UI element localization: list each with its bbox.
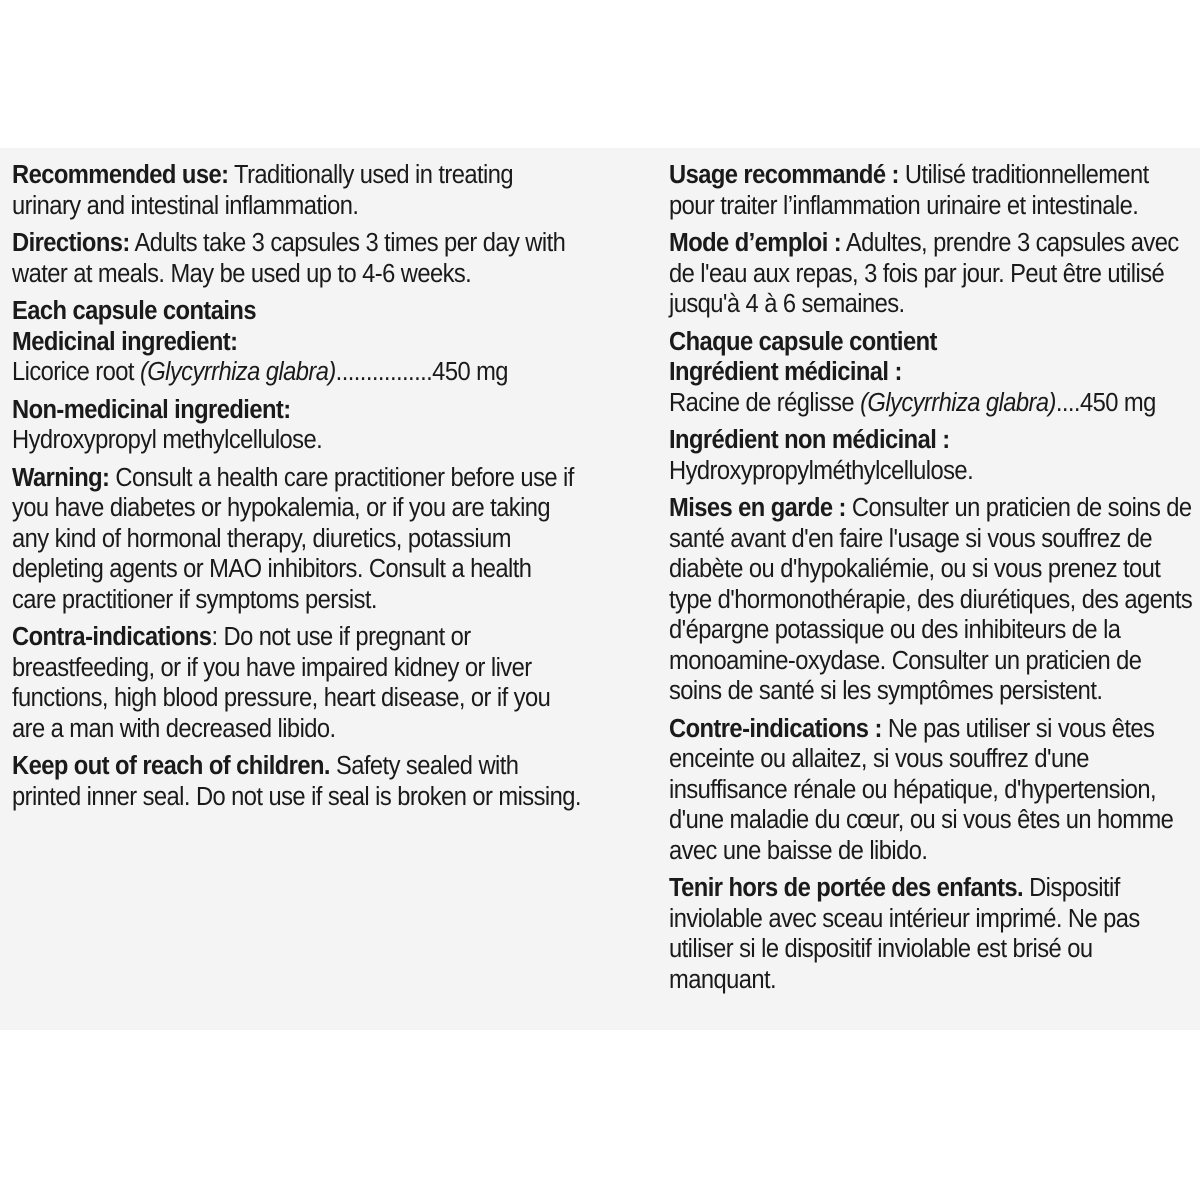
mode-emploi-text: Adultes, prendre 3 capsules avec de l'eau aux repas, 3 fois par jour. Peut être utilisé jusqu'à 4 à 6 semaines. [669,229,1179,318]
non-medicinal-heading: Non-medicinal ingredient: [12,395,291,424]
directions-text: Adults take 3 capsules 3 times per day with water at meals. May be used up to 4-6 weeks. [12,229,566,288]
ingredient-amount: 450 mg [432,358,508,386]
contre-indications-text: Ne pas utiliser si vous êtes enceinte ou allaitez, si vous souffrez d'une insuffisance rénale ou hépatique, d'hypertension, d'une maladie du cœur, ou si vous êtes un homme avec une baisse de libido. [669,714,1174,865]
contre-indications-heading: Contre-indications : [669,714,882,743]
ingredient-latin-name: (Glycyrrhiza glabra) [139,358,336,386]
ingredient-name-fr: Racine de réglisse [669,388,861,417]
mises-en-garde-section [669,493,1199,707]
tenir-hors-heading: Tenir hors de portée des enfants. [669,874,1024,902]
ingredient-leader-dots: ................ [335,358,433,386]
tenir-hors-section [669,873,1199,995]
non-medicinal-section-fr [669,425,1199,486]
chaque-capsule-heading [669,327,1199,358]
keep-out-section [12,751,581,812]
recommended-use-section [12,160,581,221]
medicinal-ingredient-heading [12,327,581,358]
usage-recommande-heading: Usage recommandé : [669,161,899,189]
each-capsule-label: Each capsule contains [12,297,256,325]
ingredient-medicinal-heading [669,357,1199,388]
medicinal-ingredient-label: Medicinal ingredient: [12,327,238,356]
mises-en-garde-heading: Mises en garde : [669,494,846,522]
ingredient-medicinal-row [669,388,1199,419]
french-column [669,160,1199,1002]
usage-recommande-text: Utilisé traditionnellement pour traiter l’inflammation urinaire et intestinale. [669,161,1149,220]
non-medicinal-heading-fr: Ingrédient non médicinal : [669,426,950,454]
ingredient-latin-name-fr: (Glycyrrhiza glabra) [860,388,1056,417]
non-medicinal-text: Hydroxypropyl methylcellulose. [12,426,323,454]
chaque-capsule-label: Chaque capsule contient [669,327,937,356]
mises-en-garde-text: Consulter un praticien de soins de santé avant d'en faire l'usage si vous souffrez de diabète ou d'hypokaliémie, ou si vous prenez tout type d'hormonothérapie, des diurétiques, des agents d'épargne potassique ou des inhibiteurs de la monoamine-oxydase. Consulter un praticien de soins de santé si les symptômes persistent. [669,494,1193,705]
non-medicinal-text-fr: Hydroxypropylméthylcellulose. [669,456,974,485]
recommended-use-heading: Recommended use: [12,161,229,189]
ingredient-name: Licorice root [12,358,140,386]
warning-section [12,463,581,616]
ingredient-medicinal-label: Ingrédient médicinal : [669,358,902,386]
warning-text: Consult a health care practitioner before use if you have diabetes or hypokalemia, or if you are taking any kind of hormonal therapy, diuretics, potassium depleting agents or MAO inhibitors. Consult a health care practitioner if symptoms persist. [12,463,574,614]
contra-indications-heading: Contra-indications [12,623,212,651]
product-label-panel [0,148,1200,1030]
mode-emploi-section [669,228,1199,320]
warning-heading: Warning: [12,463,110,492]
tenir-hors-text: Dispositif inviolable avec sceau intérieur imprimé. Ne pas utiliser si le dispositif inviolable est brisé ou manquant. [669,874,1140,994]
ingredient-leader-dots-fr: .... [1055,388,1080,417]
keep-out-text: Safety sealed with printed inner seal. Do not use if seal is broken or missing. [12,752,581,811]
ingredient-amount-fr: 450 mg [1079,388,1156,417]
english-column [12,160,581,819]
each-capsule-heading [12,296,581,327]
contre-indications-section [669,714,1199,867]
contra-indications-section [12,622,581,744]
directions-section [12,228,581,289]
medicinal-ingredient-row [12,357,581,388]
mode-emploi-heading: Mode d’emploi : [669,229,842,257]
non-medicinal-section [12,395,581,456]
recommended-use-text: Traditionally used in treating urinary and intestinal inflammation. [12,161,514,220]
usage-recommande-section [669,160,1199,221]
keep-out-heading: Keep out of reach of children. [12,752,330,780]
contra-indications-text: : Do not use if pregnant or breastfeeding, or if you have impaired kidney or liver functions, high blood pressure, heart disease, or if you are a man with decreased libido. [12,623,551,743]
directions-heading: Directions: [12,229,130,257]
